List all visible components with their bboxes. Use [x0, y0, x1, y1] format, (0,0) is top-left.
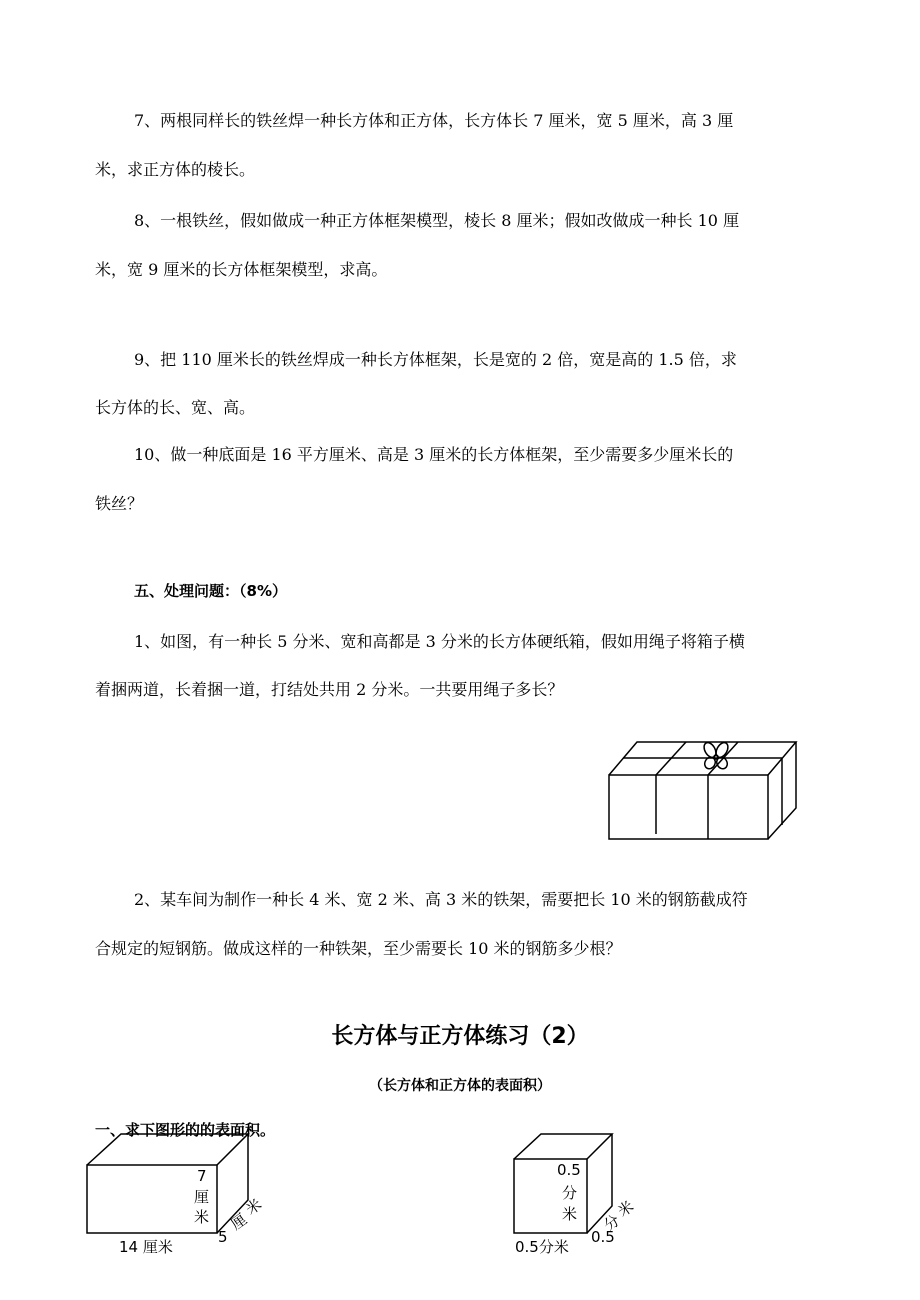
cuboid-depth-unit-2: 米: [242, 1195, 266, 1219]
problem-2-line2: 合规定的短钢筋。做成这样的一种铁架，至少需要长 10 米的钢筋多少根？: [95, 939, 622, 958]
question-7-line1: 7、两根同样长的铁丝焊一种长方体和正方体，长方体长 7 厘米，宽 5 厘米，高 3 厘: [134, 111, 734, 130]
question-8-line2: 米，宽 9 厘米的长方体框架模型，求高。: [95, 260, 388, 279]
problem-1-line1: 1、如图，有一种长 5 分米、宽和高都是 3 分米的长方体硬纸箱，假如用绳子将箱子横: [134, 632, 745, 651]
question-8-line1: 8、一根铁丝，假如做成一种正方体框架模型，棱长 8 厘米；假如改做成一种长 10 厘: [134, 211, 740, 230]
practice-subtitle: （长方体和正方体的表面积）: [369, 1078, 551, 1094]
cube-height-unit-2: 米: [562, 1205, 578, 1223]
cube-depth-unit-2: 米: [614, 1197, 638, 1221]
question-7-line2: 米，求正方体的棱长。: [95, 160, 256, 179]
cube-depth-unit-1: 分: [600, 1211, 624, 1235]
cube-length-label: 0.5分米: [515, 1238, 569, 1256]
cube-depth-number: 0.5: [591, 1228, 615, 1246]
question-9-line2: 长方体的长、宽、高。: [95, 398, 256, 417]
section-5-heading: 五、处理问题：（8%）: [134, 582, 287, 600]
cuboid-height-unit-2: 米: [194, 1208, 210, 1226]
cuboid-length-label: 14 厘米: [119, 1238, 173, 1256]
cuboid-depth-number: 5: [218, 1228, 228, 1246]
cuboid-height-unit-1: 厘: [194, 1188, 210, 1206]
question-10-line2: 铁丝？: [95, 494, 144, 513]
cuboid-height-number: 7: [197, 1167, 207, 1185]
problem-2-line1: 2、某车间为制作一种长 4 米、宽 2 米、高 3 米的铁架，需要把长 10 米的钢筋截成符: [134, 890, 748, 909]
gift-box-figure: [600, 735, 810, 845]
cuboid-figure: [80, 1125, 280, 1255]
cuboid-depth-unit-1: 厘: [227, 1210, 251, 1234]
cube-height-number: 0.5: [557, 1161, 581, 1179]
practice-title: 长方体与正方体练习（2）: [331, 1024, 589, 1049]
cube-height-unit-1: 分: [562, 1184, 578, 1202]
section-1-heading: 一、求下图形的的表面积。: [95, 1121, 276, 1139]
problem-1-line2: 着捆两道，长着捆一道，打结处共用 2 分米。一共要用绳子多长？: [95, 680, 564, 699]
question-10-line1: 10、做一种底面是 16 平方厘米、高是 3 厘米的长方体框架，至少需要多少厘米长的: [134, 445, 734, 464]
question-9-line1: 9、把 110 厘米长的铁丝焊成一种长方体框架，长是宽的 2 倍，宽是高的 1.5 倍，求: [134, 350, 737, 369]
